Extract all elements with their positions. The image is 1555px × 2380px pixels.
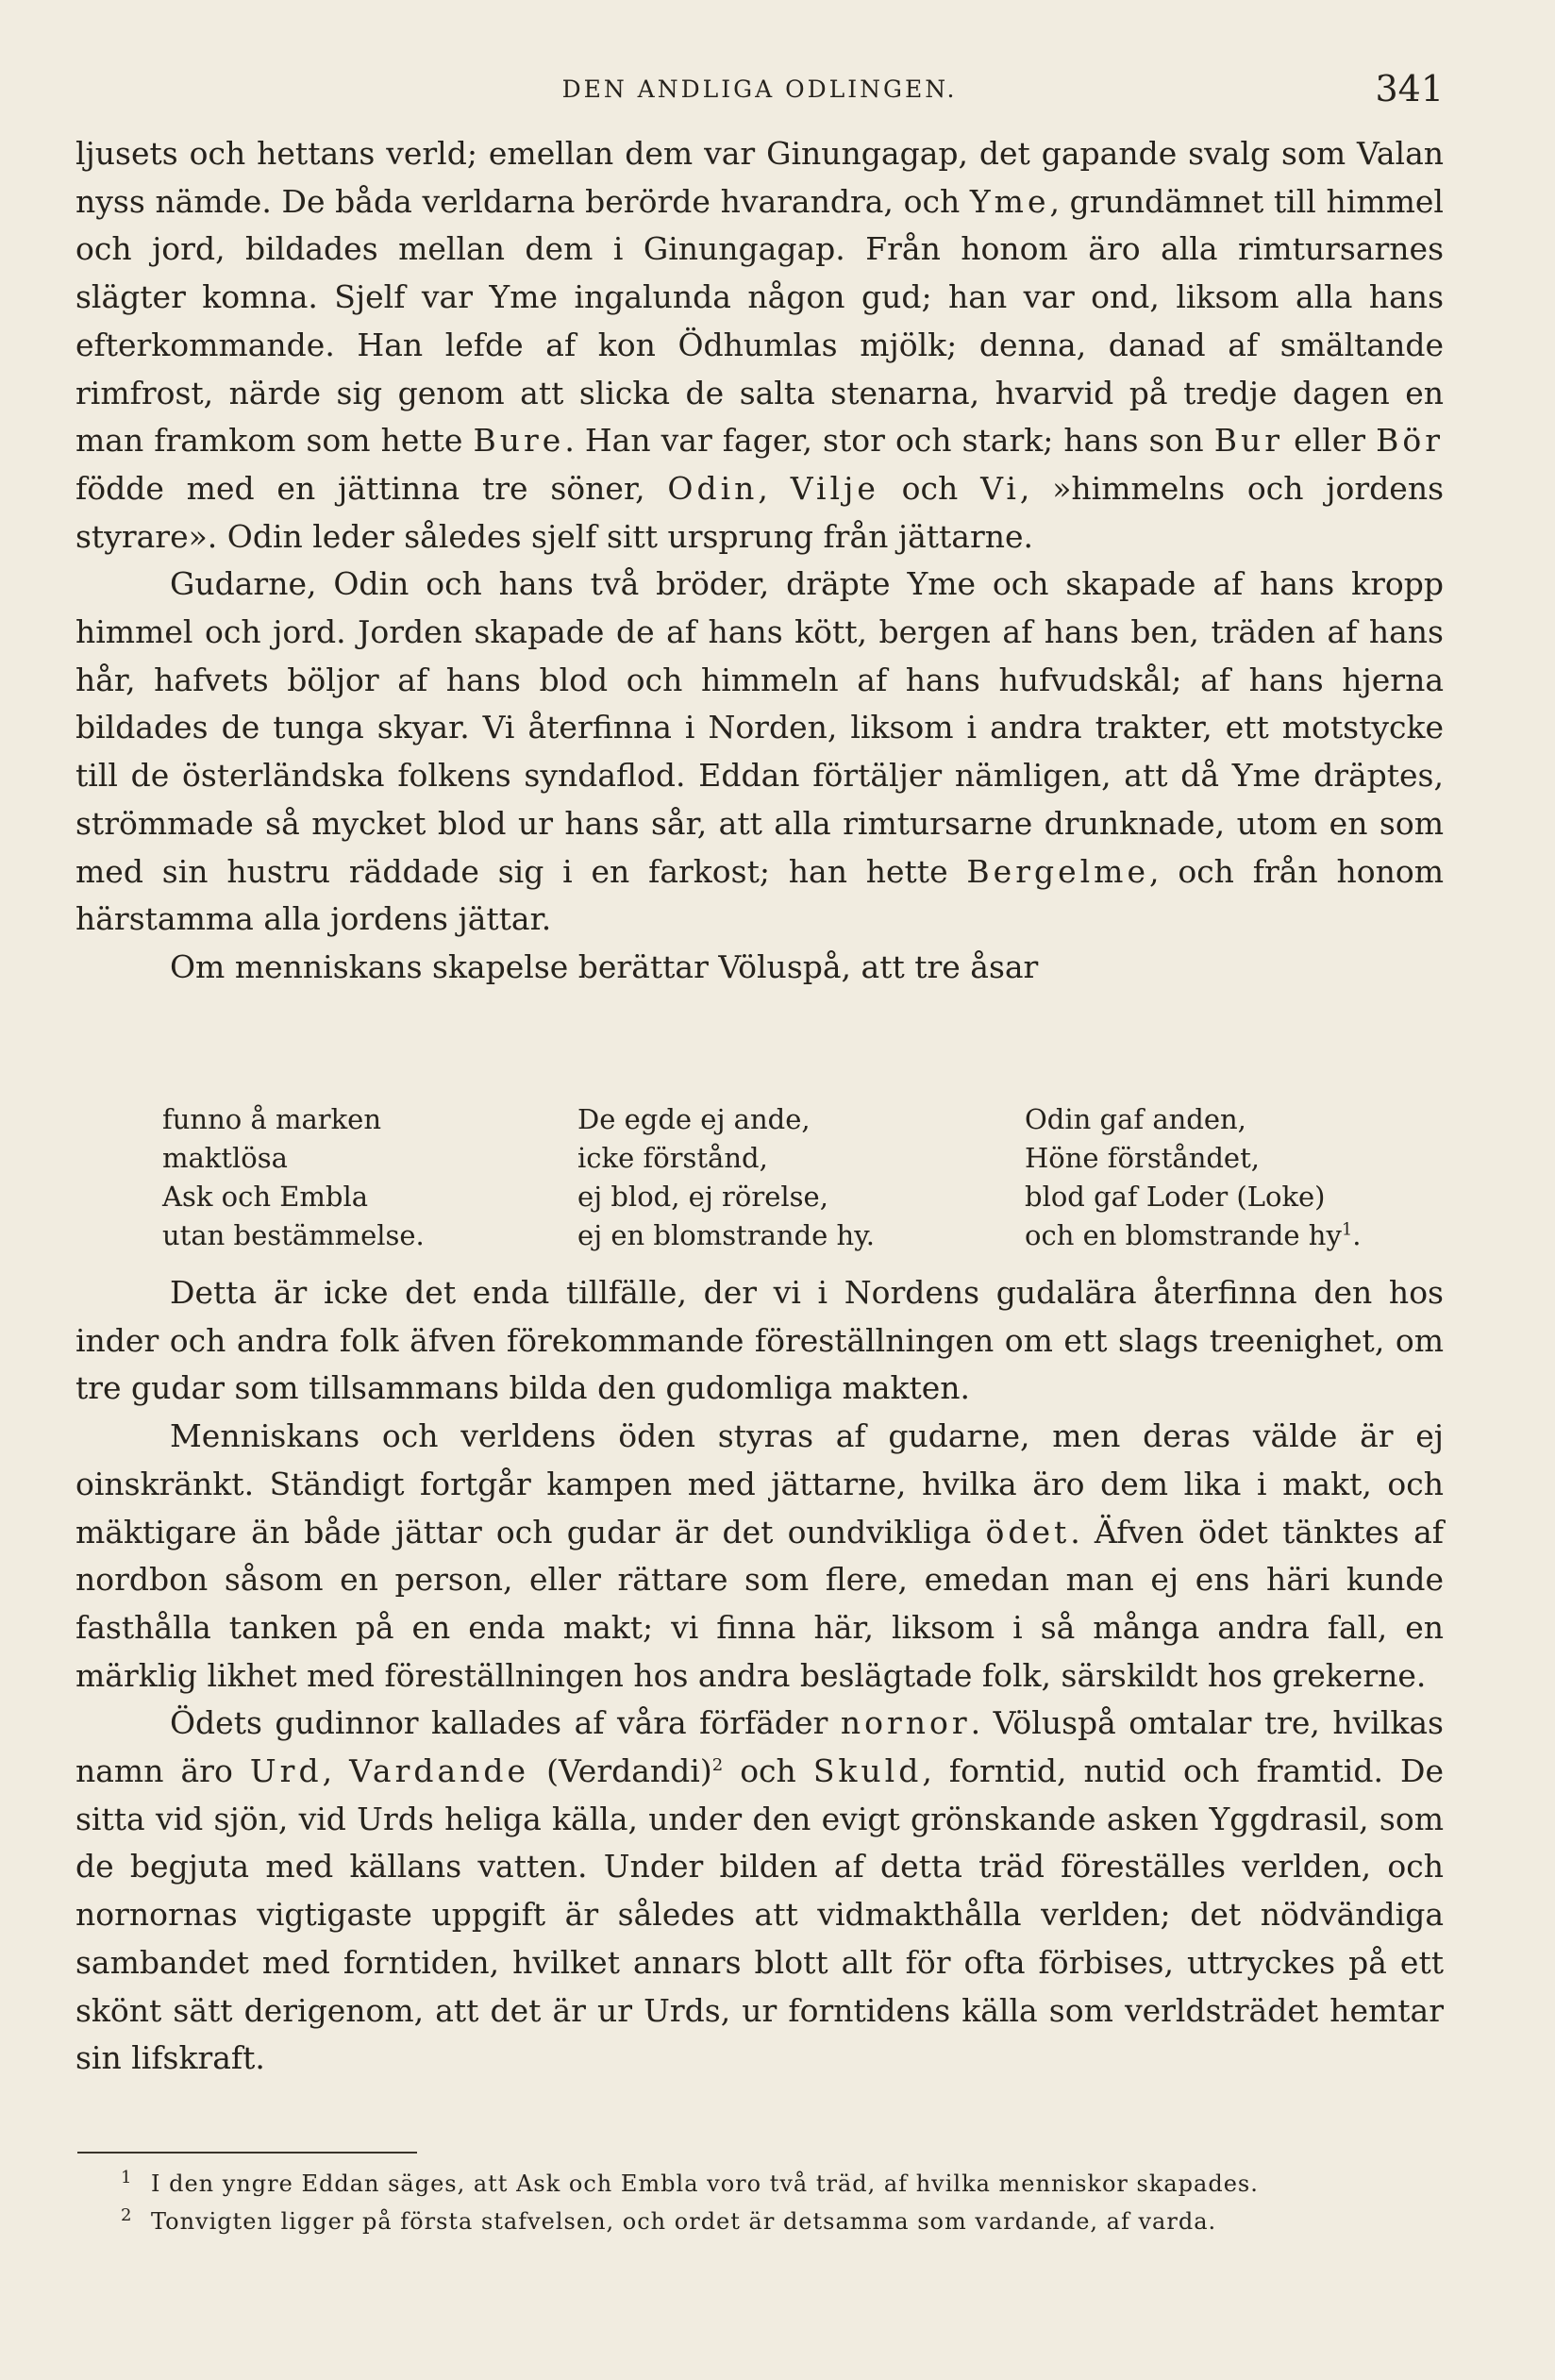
poem-line: De egde ej ande, — [577, 1103, 811, 1135]
text-run: och — [878, 469, 981, 507]
paragraph — [75, 130, 1444, 561]
poem-column-3 — [1025, 1100, 1362, 1255]
page-header — [75, 68, 1444, 115]
spaced-name: Yme — [969, 182, 1050, 220]
spaced-name: Bergelme — [966, 852, 1150, 890]
poem-line: ej en blomstrande hy. — [577, 1219, 875, 1251]
poem-line: blod gaf Loder (Loke) — [1025, 1181, 1326, 1213]
poem-block — [162, 1100, 1389, 1265]
poem-line: Höne förståndet, — [1025, 1142, 1260, 1174]
text-run: födde med en jättinna tre söner, — [75, 469, 668, 507]
footnote-mark: 2 — [121, 2205, 133, 2225]
footnote-1 — [121, 2165, 1453, 2203]
paragraph — [75, 1269, 1444, 1413]
poem-line-text: och en blomstrande hy — [1025, 1219, 1342, 1251]
poem-line — [1025, 1216, 1362, 1255]
poem-line-end: . — [1352, 1219, 1362, 1251]
poem-line: Ask och Embla — [162, 1181, 369, 1213]
text-run: , forntid, nutid och framtid. De sitta vid sjön, vid Urds heliga källa, under den evigt grönskande asken Yggdrasil, som de begjuta med källans vatten. Under bilden af detta träd föreställes verlden, och nornornas vigtigaste uppgift är således att vidmakthålla verlden; det nödvändiga sambandet med forntiden, hvilket annars blott allt för ofta förbises, uttryckes på ett skönt sätt derigenom, att det är ur Urds, ur forntidens källa som verldsträdet hemtar sin lifskraft. — [75, 1752, 1444, 2077]
spaced-name: Odin — [667, 469, 759, 507]
spaced-name: Vardande — [349, 1752, 530, 1790]
text-run: , grundämnet till himmel och jord, bildades mellan dem i Ginungagap. Från honom äro alla rimtursarnes slägter komna. Sjelf var Yme ingalunda någon gud; han var ond, liksom alla hans efterkommande. Han lefde af kon Ödhumlas mjölk; denna, danad af smältande rimfrost, närde sig genom att slicka de salta stenarna, hvarvid på tredje dagen en man framkom som hette — [75, 182, 1444, 460]
spaced-name: Urd — [249, 1752, 323, 1790]
text-run: Detta är icke det enda tillfälle, der vi i Nordens gudalära återfinna den hos inder och andra folk äfven förekommande föreställningen om ett slags treenighet, om tre gudar som tillsammans bilda den gudomliga makten. — [75, 1274, 1444, 1407]
poem-line: maktlösa — [162, 1142, 288, 1174]
spaced-name: ödet — [985, 1513, 1071, 1550]
paragraph — [75, 1413, 1444, 1700]
spaced-name: nornor — [840, 1704, 971, 1742]
text-run: och — [723, 1752, 813, 1790]
poem-line: funno å marken — [162, 1103, 382, 1135]
spaced-name: Bur — [1213, 422, 1284, 460]
poem-column-2 — [577, 1100, 875, 1255]
poem-line: ej blod, ej rörelse, — [577, 1181, 828, 1213]
text-run: , och från honom härstamma alla jordens jättar. — [75, 852, 1445, 938]
text-run: , »himmelns och jordens styrare». Odin leder således sjelf sitt ursprung från jättarne. — [75, 469, 1445, 555]
poem-line: Odin gaf anden, — [1025, 1103, 1246, 1135]
footnote-ref: 2 — [711, 1755, 724, 1776]
text-run: , — [758, 469, 791, 507]
poem-line: utan bestämmelse. — [162, 1219, 425, 1251]
footnote-mark: 1 — [121, 2168, 133, 2187]
paragraph — [75, 561, 1444, 944]
text-run: Om menniskans skapelse berättar Völuspå, att tre åsar — [170, 947, 1039, 985]
spaced-name: Vi — [980, 469, 1020, 507]
footnote-text: I den yngre Eddan säges, att Ask och Embla voro två träd, af hvilka menniskor skapades. — [151, 2170, 1259, 2197]
body-text-upper — [75, 130, 1444, 992]
text-run: ljusets och hettans verld; emellan dem var Ginungagap, det gapande svalg som Valan nyss nämde. De båda verldarna berörde hvarandra, och — [75, 135, 1444, 220]
text-run: . Äfven ödet tänktes af nordbon såsom en person, eller rättare som flere, emedan man ej ens häri kunde fasthålla tanken på en enda makt; vi finna här, liksom i så många andra fall, en märklig likhet med föreställningen hos andra beslägtade folk, särskildt hos grekerne. — [75, 1513, 1445, 1694]
poem-column-1 — [162, 1100, 425, 1255]
text-run: . Han var fager, stor och stark; hans son — [564, 422, 1214, 460]
text-run: (Verdandi) — [529, 1752, 712, 1790]
body-text-lower — [75, 1269, 1444, 2083]
text-run: Ödets gudinnor kallades af våra förfäder — [170, 1704, 841, 1742]
spaced-name: Bör — [1376, 422, 1444, 460]
paragraph — [75, 1700, 1444, 2083]
footnote-divider — [77, 2152, 417, 2154]
poem-line: icke förstånd, — [577, 1142, 768, 1174]
footnote-2 — [121, 2203, 1453, 2240]
paragraph — [75, 944, 1444, 992]
text-run: , — [322, 1752, 350, 1790]
footnotes — [121, 2165, 1453, 2240]
spaced-name: Skuld — [812, 1752, 923, 1790]
spaced-name: Vilje — [790, 469, 879, 507]
running-title: DEN ANDLIGA ODLINGEN. — [561, 75, 958, 103]
page-number: 341 — [1375, 68, 1444, 109]
footnote-ref-1: 1 — [1341, 1219, 1353, 1240]
text-run: Menniskans och verldens öden styras af gudarne, men deras välde är ej oinskränkt. Ständigt fortgår kampen med jättarne, hvilka äro dem lika i makt, och mäktigare än både jättar och gudar är det oundvikliga — [75, 1417, 1444, 1550]
text-run: eller — [1283, 422, 1377, 460]
text-run: Gudarne, Odin och hans två bröder, dräpte Yme och skapade af hans kropp himmel och jord. Jorden skapade de af hans kött, bergen af hans ben, träden af hans hår, hafvets böljor af hans blod och himmeln af hans hufvudskål; af hans hjerna bildades de tunga skyar. Vi återfinna i Norden, liksom i andra trakter, ett motstycke till de österländska folkens syndaflod. Eddan förtäljer nämligen, att då Yme dräptes, strömmade så mycket blod ur hans sår, att alla rimtursarne drunknade, utom en som med sin hustru räddade sig i en farkost; han hette — [75, 565, 1444, 890]
text-run: . Völuspå omtalar tre, hvilkas namn äro — [75, 1704, 1444, 1790]
footnote-text: Tonvigten ligger på första stafvelsen, och ordet är detsamma som vardande, af varda. — [151, 2208, 1217, 2235]
spaced-name: Bure — [473, 422, 565, 460]
